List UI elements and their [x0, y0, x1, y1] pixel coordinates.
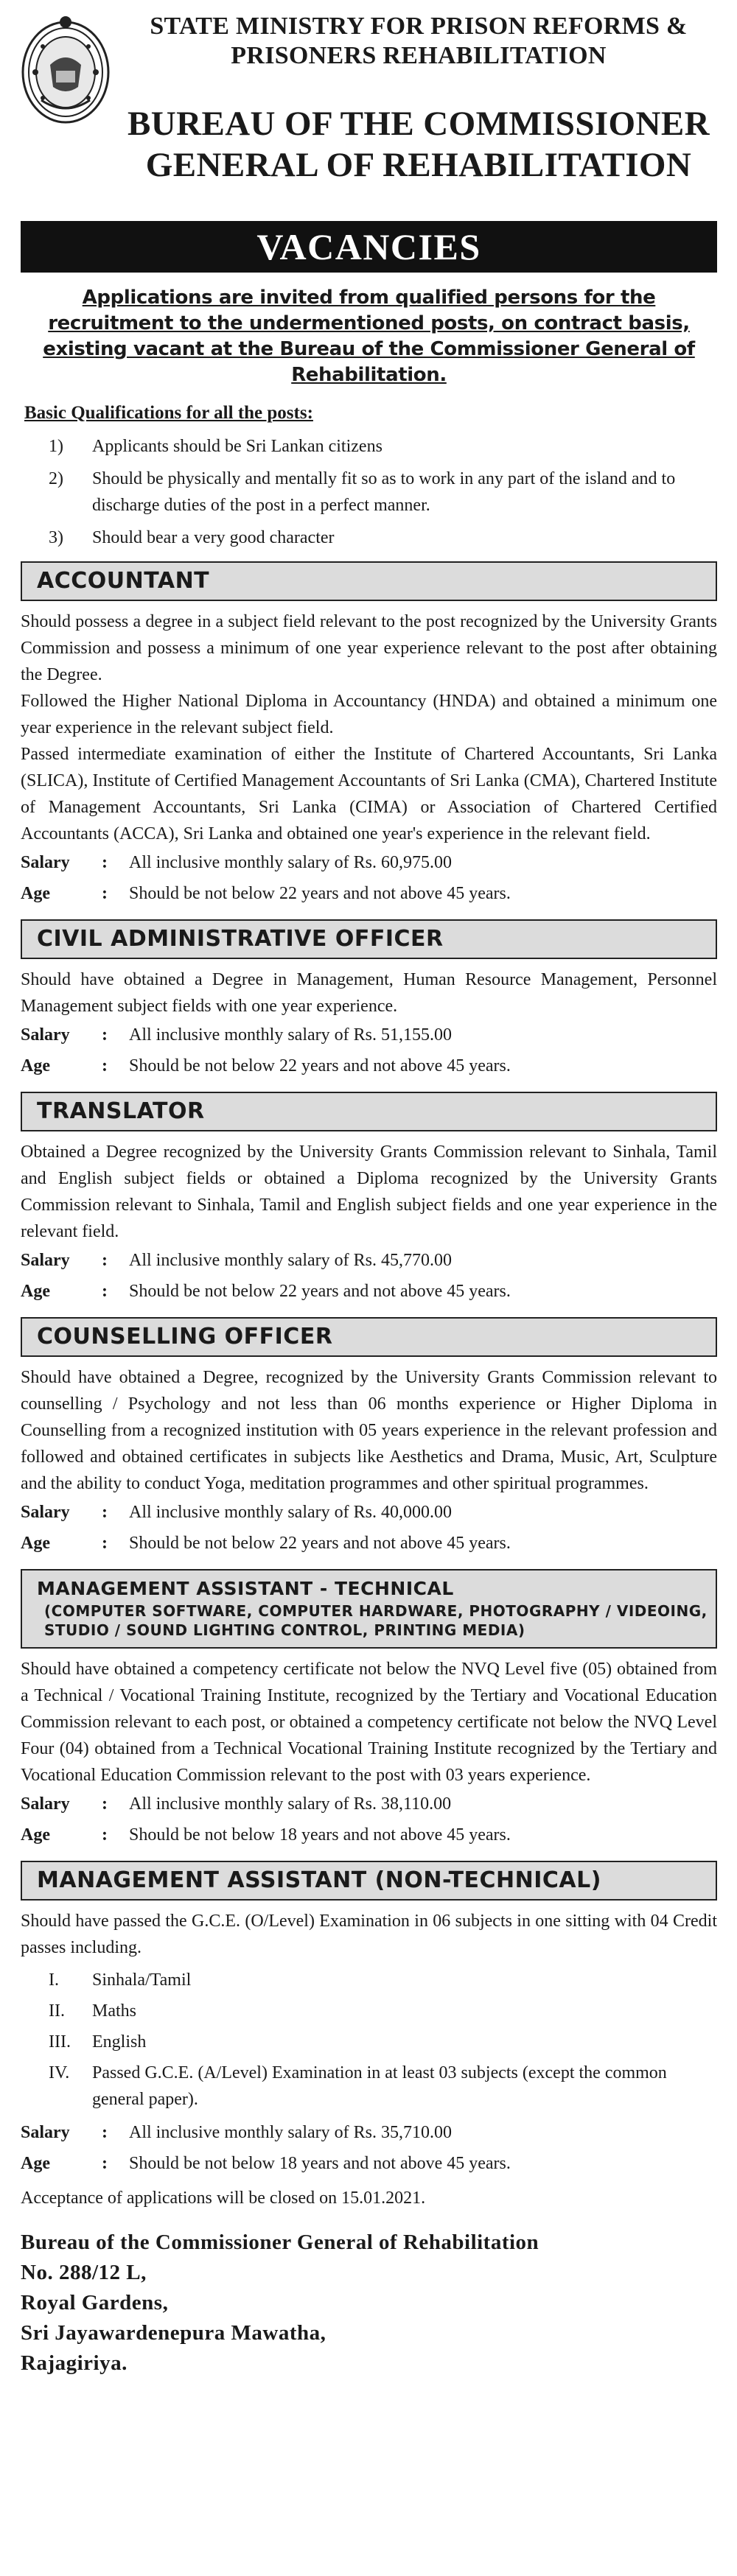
accountant-age: [21, 878, 717, 909]
salary-label: Salary: [21, 2123, 70, 2142]
bureau-name: [120, 103, 717, 186]
civil-age: [21, 1050, 717, 1081]
header: [21, 0, 717, 184]
age-label: Age: [21, 884, 50, 903]
address-block: [21, 2228, 717, 2379]
colon: :: [102, 1825, 108, 1845]
list-text: Maths: [92, 2001, 136, 2021]
colon: :: [102, 1534, 108, 1553]
address-line-3: Royal Gardens,: [21, 2291, 169, 2314]
list-number: III.: [49, 2032, 71, 2052]
list-item: [21, 466, 717, 519]
accountant-salary: [21, 847, 717, 878]
salary-value: All inclusive monthly salary of Rs. 38,110.00: [129, 1794, 452, 1814]
translator-age: [21, 1276, 717, 1307]
list-item: [21, 2060, 717, 2113]
salary-label: Salary: [21, 1794, 70, 1814]
age-value: Should be not below 18 years and not above 45 years.: [129, 1825, 511, 1845]
list-item: [21, 524, 717, 551]
intro-text: Applications are invited from qualified persons for the recruitment to the undermentioned posts, on contract basis, existing vacant at the Bureau of the Commissioner General of Rehabilitation.: [43, 287, 695, 386]
colon: :: [102, 884, 108, 903]
age-label: Age: [21, 2154, 50, 2173]
accountant-para-1: Should possess a degree in a subject field relevant to the post recognized by the University Grants Commission and possess a minimum of one year experience relevant to the post after obtaining the Degree.: [21, 612, 717, 684]
list-item: [21, 1967, 717, 1993]
list-text: English: [92, 2032, 147, 2052]
age-label: Age: [21, 1534, 50, 1553]
technical-salary: [21, 1789, 717, 1819]
salary-label: Salary: [21, 1503, 70, 1522]
sri-lanka-emblem-icon: [21, 13, 111, 125]
colon: :: [102, 1503, 108, 1522]
accountant-para-2: Followed the Higher National Diploma in Accountancy (HNDA) and obtained a minimum one year experience in the relevant subject field.: [21, 692, 717, 737]
list-number: I.: [49, 1970, 59, 1990]
civil-para-1: Should have obtained a Degree in Management, Human Resource Management, Personnel Management subject fields with one year experience.: [21, 970, 717, 1016]
salary-value: All inclusive monthly salary of Rs. 51,155.00: [129, 1025, 452, 1045]
colon: :: [102, 853, 108, 872]
colon: :: [102, 1282, 108, 1301]
bureau-line-1: BUREAU OF THE COMMISSIONER: [128, 105, 710, 143]
ministry-line-2: PRISONERS REHABILITATION: [231, 42, 607, 69]
list-item: [21, 433, 717, 460]
salary-value: All inclusive monthly salary of Rs. 40,000.00: [129, 1503, 452, 1522]
age-value: Should be not below 18 years and not above 45 years.: [129, 2154, 511, 2173]
accountant-para-3: Passed intermediate examination of either the Institute of Chartered Accountants, Sri Lanka (SLICA), Institute of Certified Management Accountants of Sri Lanka (CMA), Chartered Institute of Management Accountants, Sri Lanka (CIMA) or Association of Chartered Certified Accountants (ACCA), Sri Lanka and obtained one year's experience in the relevant field.: [21, 745, 717, 843]
age-value: Should be not below 22 years and not above 45 years.: [129, 1056, 511, 1075]
age-value: Should be not below 22 years and not above 45 years.: [129, 1534, 511, 1553]
section-title-translator: TRANSLATOR: [21, 1092, 717, 1131]
list-number: 1): [49, 437, 63, 456]
age-label: Age: [21, 1825, 50, 1845]
age-value: Should be not below 22 years and not above 45 years.: [129, 884, 511, 903]
address-line-5: Rajagiriya.: [21, 2351, 128, 2375]
nontechnical-subject-list: [21, 1967, 717, 2113]
basic-qualifications-title: Basic Qualifications for all the posts:: [24, 403, 313, 423]
section-title-management-assistant-non-technical: MANAGEMENT ASSISTANT (NON-TECHNICAL): [21, 1861, 717, 1901]
list-number: II.: [49, 2001, 65, 2021]
counselling-salary: [21, 1497, 717, 1528]
technical-title: MANAGEMENT ASSISTANT - TECHNICAL: [37, 1578, 454, 1599]
translator-para-1: Obtained a Degree recognized by the University Grants Commission relevant to Sinhala, Tamil and English subject fields or obtained a Diploma recognized by the University Grants Commission relevant to Sinhala, Tamil and English subject fields and one year experience in the relevant field.: [21, 1143, 717, 1241]
translator-salary: [21, 1245, 717, 1276]
technical-para-1: Should have obtained a competency certificate not below the NVQ Level five (05) obtained from a Technical / Vocational Training Institute, recognized by the Tertiary and Vocational Education Commission relevant to each post, or obtained a competency certificate not below the NVQ Level Four (04) obtained from a Technical Vocational Training Institute recognized by the Tertiary and Vocational Education Commission relevant to the post with 03 years experience.: [21, 1660, 717, 1785]
list-text: Applicants should be Sri Lankan citizens: [92, 437, 383, 456]
colon: :: [102, 2154, 108, 2173]
age-label: Age: [21, 1282, 50, 1301]
salary-label: Salary: [21, 1251, 70, 1270]
address-line-4: Sri Jayawardenepura Mawatha,: [21, 2321, 326, 2345]
colon: :: [102, 2123, 108, 2142]
list-number: IV.: [49, 2063, 70, 2082]
age-value: Should be not below 22 years and not above 45 years.: [129, 1282, 511, 1301]
nontechnical-para-1: Should have passed the G.C.E. (O/Level) Examination in 06 subjects in one sitting with 04 Credit passes including.: [21, 1912, 717, 1957]
salary-label: Salary: [21, 853, 70, 872]
ministry-line-1: STATE MINISTRY FOR PRISON REFORMS &: [150, 13, 688, 40]
technical-age: [21, 1819, 717, 1850]
counselling-para-1: Should have obtained a Degree, recognized by the University Grants Commission relevant to counselling / Psychology and not less than 06 months experience or Higher Diploma in Counselling from a recognized institution with 05 years experience in the relevant profession and followed and obtained certificates in subjects like Aesthetics and Drama, Music, Art, Sculpture and the ability to conduct Yoga, meditation programmes and other spiritual programmes.: [21, 1368, 717, 1493]
age-label: Age: [21, 1056, 50, 1075]
nontechnical-age: [21, 2148, 717, 2179]
list-text: Passed G.C.E. (A/Level) Examination in at least 03 subjects (except the common general paper).: [92, 2063, 667, 2109]
colon: :: [102, 1025, 108, 1045]
civil-salary: [21, 1019, 717, 1050]
colon: :: [102, 1056, 108, 1075]
list-number: 2): [49, 469, 63, 488]
bureau-line-2: GENERAL OF REHABILITATION: [145, 146, 692, 184]
ministry-name: [120, 12, 717, 71]
list-item: [21, 2029, 717, 2055]
salary-value: All inclusive monthly salary of Rs. 60,975.00: [129, 853, 452, 872]
technical-subtitle: (COMPUTER SOFTWARE, COMPUTER HARDWARE, PHOTOGRAPHY / VIDEOING, STUDIO / SOUND LIGHTING CONTROL, PRINTING MEDIA): [44, 1602, 708, 1639]
salary-value: All inclusive monthly salary of Rs. 35,710.00: [129, 2123, 452, 2142]
vacancies-banner: VACANCIES: [21, 221, 717, 273]
list-text: Should be physically and mentally fit so as to work in any part of the island and to discharge duties of the post in a perfect manner.: [92, 469, 676, 515]
section-title-counselling-officer: COUNSELLING OFFICER: [21, 1317, 717, 1357]
section-title-management-assistant-technical: [21, 1569, 717, 1649]
list-text: Sinhala/Tamil: [92, 1970, 192, 1990]
section-title-civil-administrative-officer: CIVIL ADMINISTRATIVE OFFICER: [21, 919, 717, 959]
closing-date-text: Acceptance of applications will be closed on 15.01.2021.: [21, 2189, 426, 2208]
address-line-1: Bureau of the Commissioner General of Rehabilitation: [21, 2231, 539, 2254]
basic-qualifications-list: [21, 433, 717, 551]
nontechnical-salary: [21, 2117, 717, 2148]
list-item: [21, 1998, 717, 2024]
colon: :: [102, 1251, 108, 1270]
counselling-age: [21, 1528, 717, 1559]
salary-value: All inclusive monthly salary of Rs. 45,770.00: [129, 1251, 452, 1270]
colon: :: [102, 1794, 108, 1814]
salary-label: Salary: [21, 1025, 70, 1045]
list-text: Should bear a very good character: [92, 528, 335, 547]
section-title-accountant: ACCOUNTANT: [21, 561, 717, 601]
address-line-2: No. 288/12 L,: [21, 2261, 147, 2284]
list-number: 3): [49, 528, 63, 547]
